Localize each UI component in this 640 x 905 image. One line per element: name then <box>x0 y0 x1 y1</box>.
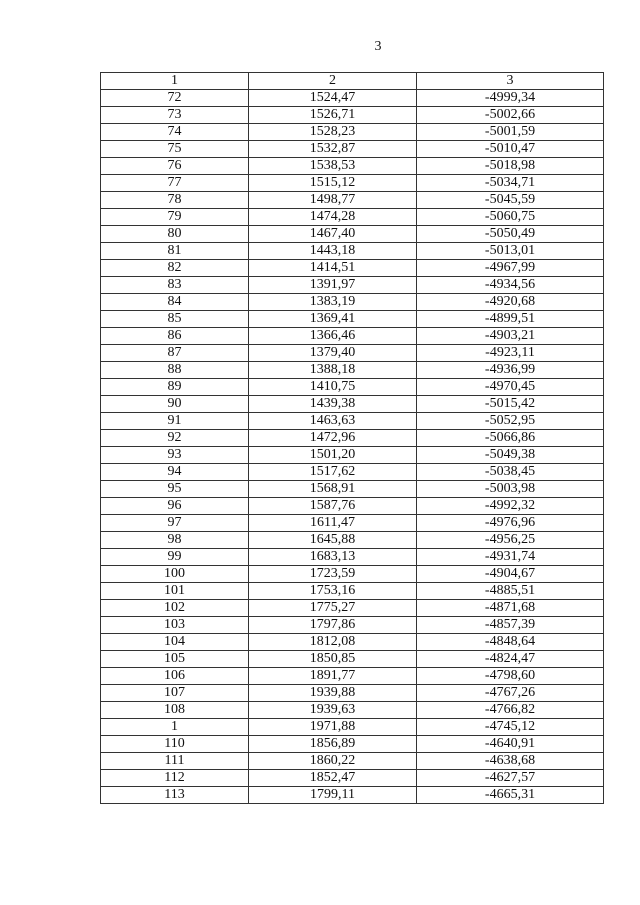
x-coordinate-cell: 1524,47 <box>249 90 417 107</box>
table-row <box>101 447 604 464</box>
x-coordinate-cell: 1528,23 <box>249 124 417 141</box>
y-coordinate-cell: -5038,45 <box>417 464 604 481</box>
point-number-cell: 1 <box>101 719 249 736</box>
point-number-cell: 78 <box>101 192 249 209</box>
table-row <box>101 209 604 226</box>
point-number-cell: 99 <box>101 549 249 566</box>
x-coordinate-cell: 1645,88 <box>249 532 417 549</box>
y-coordinate-cell: -5018,98 <box>417 158 604 175</box>
x-coordinate-cell: 1463,63 <box>249 413 417 430</box>
point-number-cell: 97 <box>101 515 249 532</box>
x-coordinate-cell: 1799,11 <box>249 787 417 804</box>
table-row <box>101 430 604 447</box>
point-number-cell: 113 <box>101 787 249 804</box>
table-row <box>101 243 604 260</box>
table-row <box>101 260 604 277</box>
table-row <box>101 634 604 651</box>
table-row <box>101 192 604 209</box>
x-coordinate-cell: 1501,20 <box>249 447 417 464</box>
table-row <box>101 345 604 362</box>
point-number-cell: 74 <box>101 124 249 141</box>
x-coordinate-cell: 1775,27 <box>249 600 417 617</box>
y-coordinate-cell: -4798,60 <box>417 668 604 685</box>
y-coordinate-cell: -5010,47 <box>417 141 604 158</box>
y-coordinate-cell: -4824,47 <box>417 651 604 668</box>
y-coordinate-cell: -4885,51 <box>417 583 604 600</box>
y-coordinate-cell: -4934,56 <box>417 277 604 294</box>
point-number-cell: 92 <box>101 430 249 447</box>
header-cell-3: 3 <box>417 73 604 90</box>
x-coordinate-cell: 1856,89 <box>249 736 417 753</box>
point-number-cell: 104 <box>101 634 249 651</box>
point-number-cell: 106 <box>101 668 249 685</box>
point-number-cell: 76 <box>101 158 249 175</box>
coordinates-table <box>100 72 604 804</box>
y-coordinate-cell: -4923,11 <box>417 345 604 362</box>
y-coordinate-cell: -4904,67 <box>417 566 604 583</box>
table-row <box>101 362 604 379</box>
y-coordinate-cell: -5013,01 <box>417 243 604 260</box>
x-coordinate-cell: 1388,18 <box>249 362 417 379</box>
table-row <box>101 583 604 600</box>
coordinates-table-body <box>101 73 604 804</box>
y-coordinate-cell: -4857,39 <box>417 617 604 634</box>
table-row <box>101 651 604 668</box>
y-coordinate-cell: -5002,66 <box>417 107 604 124</box>
x-coordinate-cell: 1467,40 <box>249 226 417 243</box>
point-number-cell: 89 <box>101 379 249 396</box>
y-coordinate-cell: -5050,49 <box>417 226 604 243</box>
table-row <box>101 668 604 685</box>
x-coordinate-cell: 1472,96 <box>249 430 417 447</box>
y-coordinate-cell: -4967,99 <box>417 260 604 277</box>
y-coordinate-cell: -4970,45 <box>417 379 604 396</box>
table-row <box>101 175 604 192</box>
table-row <box>101 124 604 141</box>
table-row <box>101 396 604 413</box>
y-coordinate-cell: -4627,57 <box>417 770 604 787</box>
y-coordinate-cell: -5003,98 <box>417 481 604 498</box>
table-row <box>101 617 604 634</box>
point-number-cell: 93 <box>101 447 249 464</box>
table-row <box>101 702 604 719</box>
x-coordinate-cell: 1611,47 <box>249 515 417 532</box>
x-coordinate-cell: 1723,59 <box>249 566 417 583</box>
y-coordinate-cell: -4956,25 <box>417 532 604 549</box>
point-number-cell: 85 <box>101 311 249 328</box>
point-number-cell: 102 <box>101 600 249 617</box>
table-row <box>101 141 604 158</box>
x-coordinate-cell: 1474,28 <box>249 209 417 226</box>
table-row <box>101 515 604 532</box>
y-coordinate-cell: -4992,32 <box>417 498 604 515</box>
table-row <box>101 379 604 396</box>
y-coordinate-cell: -4665,31 <box>417 787 604 804</box>
x-coordinate-cell: 1683,13 <box>249 549 417 566</box>
y-coordinate-cell: -5045,59 <box>417 192 604 209</box>
table-row <box>101 566 604 583</box>
x-coordinate-cell: 1797,86 <box>249 617 417 634</box>
point-number-cell: 107 <box>101 685 249 702</box>
table-row <box>101 294 604 311</box>
x-coordinate-cell: 1939,63 <box>249 702 417 719</box>
point-number-cell: 88 <box>101 362 249 379</box>
point-number-cell: 94 <box>101 464 249 481</box>
table-row <box>101 277 604 294</box>
y-coordinate-cell: -4767,26 <box>417 685 604 702</box>
x-coordinate-cell: 1526,71 <box>249 107 417 124</box>
point-number-cell: 80 <box>101 226 249 243</box>
x-coordinate-cell: 1517,62 <box>249 464 417 481</box>
y-coordinate-cell: -4931,74 <box>417 549 604 566</box>
x-coordinate-cell: 1443,18 <box>249 243 417 260</box>
x-coordinate-cell: 1971,88 <box>249 719 417 736</box>
x-coordinate-cell: 1587,76 <box>249 498 417 515</box>
x-coordinate-cell: 1939,88 <box>249 685 417 702</box>
point-number-cell: 82 <box>101 260 249 277</box>
x-coordinate-cell: 1369,41 <box>249 311 417 328</box>
page-number: 3 <box>374 39 382 54</box>
point-number-cell: 79 <box>101 209 249 226</box>
point-number-cell: 100 <box>101 566 249 583</box>
table-row <box>101 90 604 107</box>
y-coordinate-cell: -4899,51 <box>417 311 604 328</box>
y-coordinate-cell: -5001,59 <box>417 124 604 141</box>
point-number-cell: 75 <box>101 141 249 158</box>
point-number-cell: 101 <box>101 583 249 600</box>
y-coordinate-cell: -4638,68 <box>417 753 604 770</box>
x-coordinate-cell: 1383,19 <box>249 294 417 311</box>
y-coordinate-cell: -5052,95 <box>417 413 604 430</box>
table-row <box>101 413 604 430</box>
table-row <box>101 158 604 175</box>
point-number-cell: 110 <box>101 736 249 753</box>
header-cell-1: 1 <box>101 73 249 90</box>
y-coordinate-cell: -4999,34 <box>417 90 604 107</box>
y-coordinate-cell: -5049,38 <box>417 447 604 464</box>
x-coordinate-cell: 1414,51 <box>249 260 417 277</box>
y-coordinate-cell: -4745,12 <box>417 719 604 736</box>
table-row <box>101 719 604 736</box>
table-row <box>101 532 604 549</box>
point-number-cell: 105 <box>101 651 249 668</box>
table-row <box>101 311 604 328</box>
y-coordinate-cell: -4871,68 <box>417 600 604 617</box>
point-number-cell: 72 <box>101 90 249 107</box>
x-coordinate-cell: 1538,53 <box>249 158 417 175</box>
table-row <box>101 770 604 787</box>
point-number-cell: 91 <box>101 413 249 430</box>
table-row <box>101 753 604 770</box>
table-row <box>101 498 604 515</box>
point-number-cell: 73 <box>101 107 249 124</box>
table-header-row <box>101 73 604 90</box>
table-row <box>101 600 604 617</box>
x-coordinate-cell: 1379,40 <box>249 345 417 362</box>
x-coordinate-cell: 1532,87 <box>249 141 417 158</box>
table-row <box>101 736 604 753</box>
x-coordinate-cell: 1498,77 <box>249 192 417 209</box>
x-coordinate-cell: 1850,85 <box>249 651 417 668</box>
y-coordinate-cell: -4766,82 <box>417 702 604 719</box>
x-coordinate-cell: 1366,46 <box>249 328 417 345</box>
y-coordinate-cell: -5066,86 <box>417 430 604 447</box>
y-coordinate-cell: -4936,99 <box>417 362 604 379</box>
x-coordinate-cell: 1891,77 <box>249 668 417 685</box>
point-number-cell: 103 <box>101 617 249 634</box>
point-number-cell: 108 <box>101 702 249 719</box>
table-row <box>101 328 604 345</box>
x-coordinate-cell: 1753,16 <box>249 583 417 600</box>
y-coordinate-cell: -5060,75 <box>417 209 604 226</box>
point-number-cell: 96 <box>101 498 249 515</box>
y-coordinate-cell: -4640,91 <box>417 736 604 753</box>
x-coordinate-cell: 1439,38 <box>249 396 417 413</box>
point-number-cell: 111 <box>101 753 249 770</box>
point-number-cell: 112 <box>101 770 249 787</box>
point-number-cell: 77 <box>101 175 249 192</box>
point-number-cell: 98 <box>101 532 249 549</box>
y-coordinate-cell: -4848,64 <box>417 634 604 651</box>
header-cell-2: 2 <box>249 73 417 90</box>
x-coordinate-cell: 1391,97 <box>249 277 417 294</box>
table-row <box>101 787 604 804</box>
x-coordinate-cell: 1410,75 <box>249 379 417 396</box>
table-row <box>101 481 604 498</box>
point-number-cell: 86 <box>101 328 249 345</box>
x-coordinate-cell: 1860,22 <box>249 753 417 770</box>
y-coordinate-cell: -5015,42 <box>417 396 604 413</box>
point-number-cell: 90 <box>101 396 249 413</box>
x-coordinate-cell: 1568,91 <box>249 481 417 498</box>
point-number-cell: 87 <box>101 345 249 362</box>
table-row <box>101 464 604 481</box>
point-number-cell: 84 <box>101 294 249 311</box>
table-row <box>101 107 604 124</box>
table-row <box>101 685 604 702</box>
x-coordinate-cell: 1515,12 <box>249 175 417 192</box>
y-coordinate-cell: -4920,68 <box>417 294 604 311</box>
x-coordinate-cell: 1852,47 <box>249 770 417 787</box>
x-coordinate-cell: 1812,08 <box>249 634 417 651</box>
point-number-cell: 95 <box>101 481 249 498</box>
y-coordinate-cell: -4903,21 <box>417 328 604 345</box>
y-coordinate-cell: -4976,96 <box>417 515 604 532</box>
table-row <box>101 226 604 243</box>
point-number-cell: 83 <box>101 277 249 294</box>
point-number-cell: 81 <box>101 243 249 260</box>
table-row <box>101 549 604 566</box>
y-coordinate-cell: -5034,71 <box>417 175 604 192</box>
